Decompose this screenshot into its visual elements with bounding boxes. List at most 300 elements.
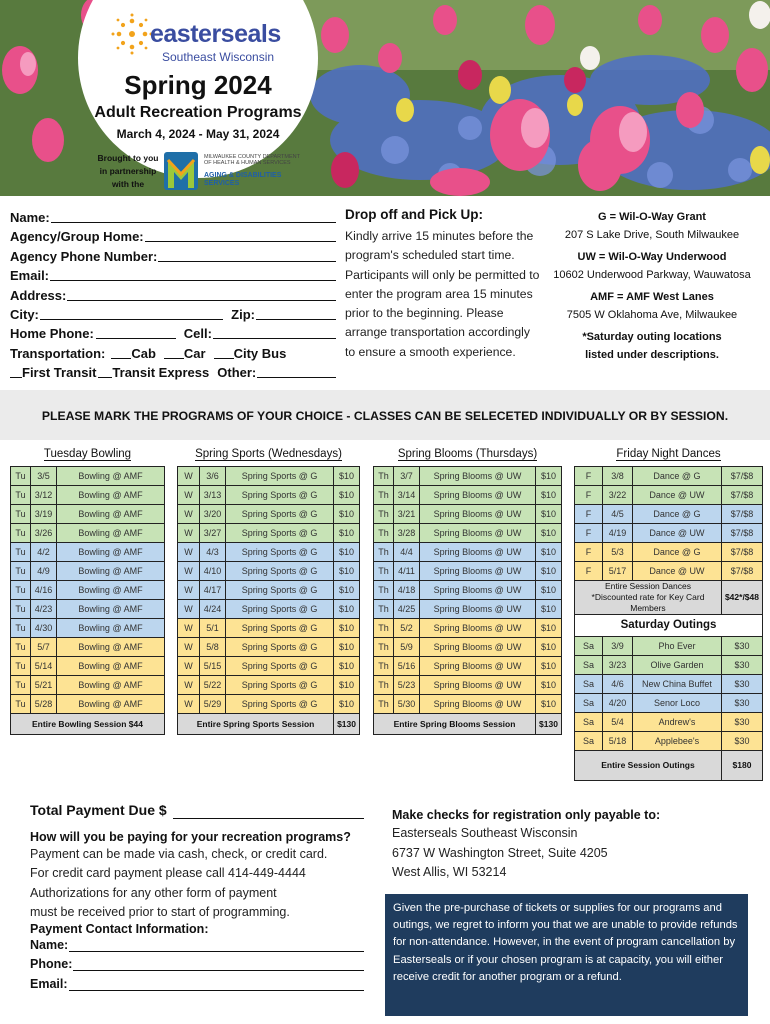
row-price: $10 xyxy=(536,523,562,542)
transit-express-checkbox[interactable] xyxy=(98,363,112,378)
location-legend xyxy=(538,208,766,364)
row-day: Th xyxy=(374,599,394,618)
row-day: F xyxy=(575,542,603,561)
payment-contact-heading: Payment Contact Information: xyxy=(30,922,209,937)
row-day: W xyxy=(178,656,200,675)
row-price: $7/$8 xyxy=(721,485,762,504)
row-description: Spring Sports @ G xyxy=(226,504,334,523)
table-row[interactable] xyxy=(374,618,562,637)
agency-phone-label: Agency Phone Number: xyxy=(10,248,158,264)
row-day: Sa xyxy=(575,674,603,693)
row-description: Bowling @ AMF xyxy=(57,561,165,580)
first-transit-checkbox[interactable] xyxy=(10,363,22,378)
table-row[interactable] xyxy=(11,523,165,542)
row-day: Th xyxy=(374,694,394,713)
row-price: $10 xyxy=(536,675,562,694)
row-date: 3/20 xyxy=(200,504,226,523)
table-row[interactable] xyxy=(178,523,360,542)
row-date: 3/22 xyxy=(603,485,633,504)
row-description: Bowling @ AMF xyxy=(57,504,165,523)
table-row[interactable] xyxy=(178,637,360,656)
table-row[interactable] xyxy=(178,542,360,561)
row-date: 5/8 xyxy=(200,637,226,656)
row-description: Spring Blooms @ UW xyxy=(420,656,536,675)
table-row[interactable] xyxy=(374,466,562,485)
row-price: $10 xyxy=(334,599,360,618)
car-label: Car xyxy=(183,345,206,361)
bowling-session-option[interactable]: Entire Bowling Session $44 xyxy=(11,713,165,734)
dances-session-option[interactable] xyxy=(575,580,722,614)
dances-discount-note: *Discounted rate for Key Card Members xyxy=(591,591,705,613)
table-row[interactable] xyxy=(11,656,165,675)
row-day: Tu xyxy=(11,694,31,713)
agency-phone-field[interactable] xyxy=(158,247,336,262)
row-date: 4/19 xyxy=(603,523,633,542)
contact-phone-field[interactable] xyxy=(73,955,364,971)
program-dates: March 4, 2024 - May 31, 2024 xyxy=(116,127,280,141)
row-price: $10 xyxy=(536,599,562,618)
row-price: $30 xyxy=(721,731,762,750)
row-date: 3/21 xyxy=(394,504,420,523)
table-row[interactable] xyxy=(11,466,165,485)
email-label: Email: xyxy=(10,268,50,284)
row-date: 5/23 xyxy=(394,675,420,694)
row-description: Spring Sports @ G xyxy=(226,675,334,694)
checks-payee: Easterseals Southeast Wisconsin xyxy=(392,826,578,840)
table-row[interactable] xyxy=(374,580,562,599)
row-description: Spring Blooms @ UW xyxy=(420,618,536,637)
row-description: Dance @ G xyxy=(633,542,722,561)
table-row[interactable] xyxy=(575,655,763,674)
row-description: Dance @ UW xyxy=(633,485,722,504)
row-date: 4/24 xyxy=(200,599,226,618)
cell-field[interactable] xyxy=(213,324,336,339)
row-description: Bowling @ AMF xyxy=(57,466,165,485)
row-day: Tu xyxy=(11,542,31,561)
row-day: Th xyxy=(374,618,394,637)
contact-name-label: Name: xyxy=(30,938,69,953)
row-day: Tu xyxy=(11,656,31,675)
checks-heading: Make checks for registration only payable to: xyxy=(392,808,661,822)
payment-section xyxy=(30,802,364,994)
sports-session-price: $130 xyxy=(334,713,360,734)
row-date: 3/5 xyxy=(31,466,57,485)
checks-street: 6737 W Washington Street, Suite 4205 xyxy=(392,845,608,860)
table-row[interactable] xyxy=(575,636,763,655)
partner-statement: Brought to you in partnership with the xyxy=(97,153,159,189)
row-day: Th xyxy=(374,561,394,580)
table-row[interactable] xyxy=(374,656,562,675)
table-row[interactable] xyxy=(374,504,562,523)
address-field[interactable] xyxy=(67,286,336,301)
row-description: Spring Sports @ G xyxy=(226,618,334,637)
row-date: 5/22 xyxy=(200,675,226,694)
name-label: Name: xyxy=(10,210,50,225)
row-description: Dance @ G xyxy=(633,466,722,485)
dances-session-label: Entire Session Dances xyxy=(604,580,691,591)
row-date: 4/17 xyxy=(200,580,226,599)
row-description: Bowling @ AMF xyxy=(57,542,165,561)
row-price: $10 xyxy=(334,561,360,580)
row-date: 5/14 xyxy=(31,656,57,675)
row-day: W xyxy=(178,618,200,637)
table-row[interactable] xyxy=(575,693,763,712)
outings-session-price: $180 xyxy=(721,750,762,780)
row-day: W xyxy=(178,694,200,713)
row-description: Dance @ G xyxy=(633,504,722,523)
row-day: W xyxy=(178,542,200,561)
row-day: Th xyxy=(374,523,394,542)
row-date: 4/20 xyxy=(603,693,633,712)
row-description: Bowling @ AMF xyxy=(57,618,165,637)
row-day: Sa xyxy=(575,693,603,712)
instructions-banner xyxy=(0,390,770,440)
transportation-label: Transportation: xyxy=(10,345,106,361)
partner-department: MILWAUKEE COUNTY DEPARTMENT OF HEALTH & HUMAN SERVICES xyxy=(204,154,300,166)
sports-title: Spring Sports (Wednesdays) xyxy=(195,447,342,460)
row-date: 3/26 xyxy=(31,523,57,542)
location-amf-address: 7505 W Oklahoma Ave, Milwaukee xyxy=(566,309,738,321)
brand-wordmark: easterseals xyxy=(150,20,281,48)
row-description: Applebee's xyxy=(633,731,722,750)
row-description: Spring Sports @ G xyxy=(226,523,334,542)
table-row[interactable] xyxy=(11,561,165,580)
row-description: Spring Sports @ G xyxy=(226,485,334,504)
row-description: Spring Sports @ G xyxy=(226,580,334,599)
cell-label: Cell: xyxy=(183,326,212,342)
row-day: Tu xyxy=(11,504,31,523)
row-day: Th xyxy=(374,637,394,656)
row-description: Bowling @ AMF xyxy=(57,599,165,618)
row-date: 4/4 xyxy=(394,542,420,561)
row-price: $7/$8 xyxy=(721,523,762,542)
row-date: 3/19 xyxy=(31,504,57,523)
row-day: Th xyxy=(374,504,394,523)
row-description: Spring Blooms @ UW xyxy=(420,580,536,599)
row-price: $10 xyxy=(334,466,360,485)
row-date: 4/11 xyxy=(394,561,420,580)
row-day: W xyxy=(178,523,200,542)
row-description: Spring Blooms @ UW xyxy=(420,485,536,504)
row-date: 4/6 xyxy=(603,674,633,693)
row-date: 4/23 xyxy=(31,599,57,618)
blooms-table xyxy=(373,442,562,735)
row-price: $30 xyxy=(721,693,762,712)
row-date: 5/1 xyxy=(200,618,226,637)
row-price: $10 xyxy=(536,618,562,637)
row-day: Sa xyxy=(575,655,603,674)
row-price: $10 xyxy=(536,466,562,485)
row-date: 4/9 xyxy=(31,561,57,580)
row-description: Bowling @ AMF xyxy=(57,675,165,694)
row-description: Dance @ UW xyxy=(633,561,722,580)
zip-label: Zip: xyxy=(231,306,255,322)
email-field[interactable] xyxy=(50,266,336,281)
home-phone-label: Home Phone: xyxy=(10,326,94,342)
table-row[interactable] xyxy=(178,599,360,618)
row-price: $10 xyxy=(334,656,360,675)
row-day: Th xyxy=(374,485,394,504)
row-description: Spring Sports @ G xyxy=(226,542,334,561)
payment-question: How will you be paying for your recreation programs? xyxy=(30,830,351,844)
row-day: W xyxy=(178,637,200,656)
row-date: 4/2 xyxy=(31,542,57,561)
row-price: $10 xyxy=(536,561,562,580)
row-date: 4/30 xyxy=(31,618,57,637)
home-phone-field[interactable] xyxy=(96,324,176,339)
row-date: 4/5 xyxy=(603,504,633,523)
location-g-title: G = Wil-O-Way Grant xyxy=(598,211,706,223)
row-description: Bowling @ AMF xyxy=(57,637,165,656)
row-day: Th xyxy=(374,656,394,675)
contact-email-label: Email: xyxy=(30,976,68,991)
table-row[interactable] xyxy=(374,694,562,713)
sunburst-icon xyxy=(110,12,154,56)
row-day: Tu xyxy=(11,561,31,580)
row-price: $10 xyxy=(536,580,562,599)
row-date: 5/9 xyxy=(394,637,420,656)
cab-checkbox[interactable] xyxy=(111,344,131,359)
partner-name: AGING & DISABILITIES SERVICES xyxy=(204,172,282,187)
city-bus-checkbox[interactable] xyxy=(214,344,234,359)
row-description: Bowling @ AMF xyxy=(57,656,165,675)
row-description: Spring Blooms @ UW xyxy=(420,542,536,561)
row-date: 5/3 xyxy=(603,542,633,561)
row-description: Spring Blooms @ UW xyxy=(420,637,536,656)
city-field[interactable] xyxy=(40,305,223,320)
first-transit-label: First Transit xyxy=(22,365,97,381)
table-row[interactable] xyxy=(178,675,360,694)
row-date: 3/8 xyxy=(603,466,633,485)
row-description: Senor Loco xyxy=(633,693,722,712)
season-title: Spring 2024 xyxy=(124,70,272,100)
outings-title: Saturday Outings xyxy=(575,614,763,636)
table-row[interactable] xyxy=(11,599,165,618)
row-date: 5/15 xyxy=(200,656,226,675)
location-uw-address: 10602 Underwood Parkway, Wauwatosa xyxy=(553,269,751,281)
row-day: Th xyxy=(374,466,394,485)
row-price: $10 xyxy=(536,504,562,523)
row-date: 3/14 xyxy=(394,485,420,504)
other-field[interactable] xyxy=(257,363,336,378)
row-description: Andrew's xyxy=(633,712,722,731)
table-row[interactable] xyxy=(374,599,562,618)
row-description: Pho Ever xyxy=(633,636,722,655)
row-date: 5/18 xyxy=(603,731,633,750)
row-description: Olive Garden xyxy=(633,655,722,674)
outings-session-option[interactable]: Entire Session Outings xyxy=(575,750,722,780)
city-bus-label: City Bus xyxy=(233,345,287,361)
row-description: Spring Blooms @ UW xyxy=(420,504,536,523)
row-date: 5/7 xyxy=(31,637,57,656)
row-date: 5/2 xyxy=(394,618,420,637)
row-description: New China Buffet xyxy=(633,674,722,693)
table-row[interactable] xyxy=(575,504,763,523)
table-row[interactable] xyxy=(575,674,763,693)
easterseals-logo xyxy=(110,8,310,62)
brand-subtitle: Southeast Wisconsin xyxy=(162,50,275,64)
blooms-session-option[interactable]: Entire Spring Blooms Session xyxy=(374,713,536,734)
bowling-title: Tuesday Bowling xyxy=(43,447,132,460)
table-row[interactable] xyxy=(575,523,763,542)
row-day: Tu xyxy=(11,485,31,504)
row-description: Spring Sports @ G xyxy=(226,694,334,713)
table-row[interactable] xyxy=(178,656,360,675)
table-row[interactable] xyxy=(11,675,165,694)
other-label: Other: xyxy=(217,365,257,381)
dances-title: Friday Night Dances xyxy=(616,447,721,460)
row-price: $10 xyxy=(536,542,562,561)
zip-field[interactable] xyxy=(256,305,336,320)
table-row[interactable] xyxy=(178,618,360,637)
table-row[interactable] xyxy=(575,542,763,561)
registration-form xyxy=(10,208,336,383)
row-day: Th xyxy=(374,542,394,561)
table-row[interactable] xyxy=(11,485,165,504)
row-date: 5/17 xyxy=(603,561,633,580)
row-date: 3/6 xyxy=(200,466,226,485)
row-price: $30 xyxy=(721,674,762,693)
row-description: Spring Sports @ G xyxy=(226,561,334,580)
row-description: Spring Blooms @ UW xyxy=(420,523,536,542)
table-row[interactable] xyxy=(374,637,562,656)
sports-table xyxy=(177,442,360,735)
blooms-session-price: $130 xyxy=(536,713,562,734)
instructions-text: PLEASE MARK THE PROGRAMS OF YOUR CHOICE - CLASSES CAN BE SELECETED INDIVIDUALLY OR BY SESSION. xyxy=(41,409,729,423)
row-description: Spring Sports @ G xyxy=(226,599,334,618)
table-row[interactable] xyxy=(11,542,165,561)
row-day: Sa xyxy=(575,731,603,750)
row-price: $10 xyxy=(334,694,360,713)
table-row[interactable] xyxy=(374,561,562,580)
contact-name-field[interactable] xyxy=(69,936,364,952)
row-price: $10 xyxy=(334,485,360,504)
row-day: W xyxy=(178,599,200,618)
row-date: 4/25 xyxy=(394,599,420,618)
transit-express-label: Transit Express xyxy=(112,365,210,381)
row-price: $30 xyxy=(721,636,762,655)
row-day: Sa xyxy=(575,636,603,655)
row-day: Tu xyxy=(11,618,31,637)
row-date: 4/10 xyxy=(200,561,226,580)
city-label: City: xyxy=(10,306,39,322)
row-date: 5/16 xyxy=(394,656,420,675)
row-day: Tu xyxy=(11,637,31,656)
row-description: Bowling @ AMF xyxy=(57,694,165,713)
table-row[interactable] xyxy=(11,580,165,599)
row-date: 3/9 xyxy=(603,636,633,655)
row-price: $10 xyxy=(334,675,360,694)
agency-home-field[interactable] xyxy=(145,227,336,242)
row-price: $10 xyxy=(334,637,360,656)
row-price: $10 xyxy=(536,656,562,675)
total-payment-label: Total Payment Due $ xyxy=(30,802,167,818)
table-row[interactable] xyxy=(11,637,165,656)
row-day: Tu xyxy=(11,580,31,599)
total-payment-field[interactable] xyxy=(173,802,364,819)
table-row[interactable] xyxy=(374,542,562,561)
row-day: W xyxy=(178,561,200,580)
row-description: Spring Blooms @ UW xyxy=(420,561,536,580)
table-row[interactable] xyxy=(11,694,165,713)
row-price: $7/$8 xyxy=(721,504,762,523)
header-banner xyxy=(0,0,770,196)
contact-email-field[interactable] xyxy=(69,975,364,991)
table-row[interactable] xyxy=(575,561,763,580)
refund-notice: Given the pre-purchase of tickets or supplies for our programs and outings, we regret to inform you that we are unable to provide refunds for non-attendance. However, in the event of program cancellation by Easterseals or if your chosen program is at capacity, you will either receive credit for another program or a refund. xyxy=(385,894,748,1016)
table-row[interactable] xyxy=(575,485,763,504)
row-price: $10 xyxy=(536,485,562,504)
dropoff-section xyxy=(345,207,541,362)
row-description: Spring Blooms @ UW xyxy=(420,694,536,713)
row-description: Spring Blooms @ UW xyxy=(420,599,536,618)
row-date: 5/4 xyxy=(603,712,633,731)
table-row[interactable] xyxy=(575,466,763,485)
cab-label: Cab xyxy=(131,345,156,361)
row-day: F xyxy=(575,523,603,542)
row-price: $10 xyxy=(334,523,360,542)
table-row[interactable] xyxy=(178,485,360,504)
table-row[interactable] xyxy=(374,485,562,504)
table-row[interactable] xyxy=(575,731,763,750)
row-day: Tu xyxy=(11,523,31,542)
table-row[interactable] xyxy=(374,523,562,542)
table-row[interactable] xyxy=(11,504,165,523)
table-row[interactable] xyxy=(178,466,360,485)
blooms-title: Spring Blooms (Thursdays) xyxy=(397,447,538,460)
row-day: W xyxy=(178,504,200,523)
row-date: 3/7 xyxy=(394,466,420,485)
row-price: $7/$8 xyxy=(721,561,762,580)
saturday-note-2: listed under descriptions. xyxy=(585,349,719,361)
payment-details: Payment can be made via cash, check, or credit card. For credit card payment please call 414-449-4444 Authorizations for any other form of payment must be received prior to start of programming. xyxy=(30,847,328,919)
table-row[interactable] xyxy=(374,675,562,694)
table-row[interactable] xyxy=(575,712,763,731)
row-description: Bowling @ AMF xyxy=(57,523,165,542)
row-day: Th xyxy=(374,580,394,599)
row-description: Dance @ UW xyxy=(633,523,722,542)
table-row[interactable] xyxy=(178,504,360,523)
table-row[interactable] xyxy=(178,694,360,713)
car-checkbox[interactable] xyxy=(164,344,184,359)
table-row[interactable] xyxy=(178,580,360,599)
row-price: $10 xyxy=(334,542,360,561)
row-day: Sa xyxy=(575,712,603,731)
row-description: Spring Blooms @ UW xyxy=(420,675,536,694)
bowling-table xyxy=(10,442,165,735)
row-day: F xyxy=(575,561,603,580)
row-price: $10 xyxy=(334,618,360,637)
row-date: 3/13 xyxy=(200,485,226,504)
dropoff-heading: Drop off and Pick Up: xyxy=(345,207,483,222)
row-price: $7/$8 xyxy=(721,466,762,485)
row-price: $10 xyxy=(334,504,360,523)
row-price: $10 xyxy=(536,694,562,713)
dropoff-body: Kindly arrive 15 minutes before the program's scheduled start time. Participants will only be permitted to enter the program area 15 minutes prior to the beginning. Please arrange transportation accordingly to ensure a smooth experience. xyxy=(345,229,540,359)
row-date: 5/21 xyxy=(31,675,57,694)
row-day: Th xyxy=(374,675,394,694)
sports-session-option[interactable]: Entire Spring Sports Session xyxy=(178,713,334,734)
row-description: Spring Sports @ G xyxy=(226,637,334,656)
row-description: Bowling @ AMF xyxy=(57,485,165,504)
row-date: 3/28 xyxy=(394,523,420,542)
name-field[interactable] xyxy=(51,208,336,223)
row-date: 3/23 xyxy=(603,655,633,674)
table-row[interactable] xyxy=(11,618,165,637)
table-row[interactable] xyxy=(178,561,360,580)
location-uw-title: UW = Wil-O-Way Underwood xyxy=(577,251,727,263)
checks-section xyxy=(392,808,752,883)
